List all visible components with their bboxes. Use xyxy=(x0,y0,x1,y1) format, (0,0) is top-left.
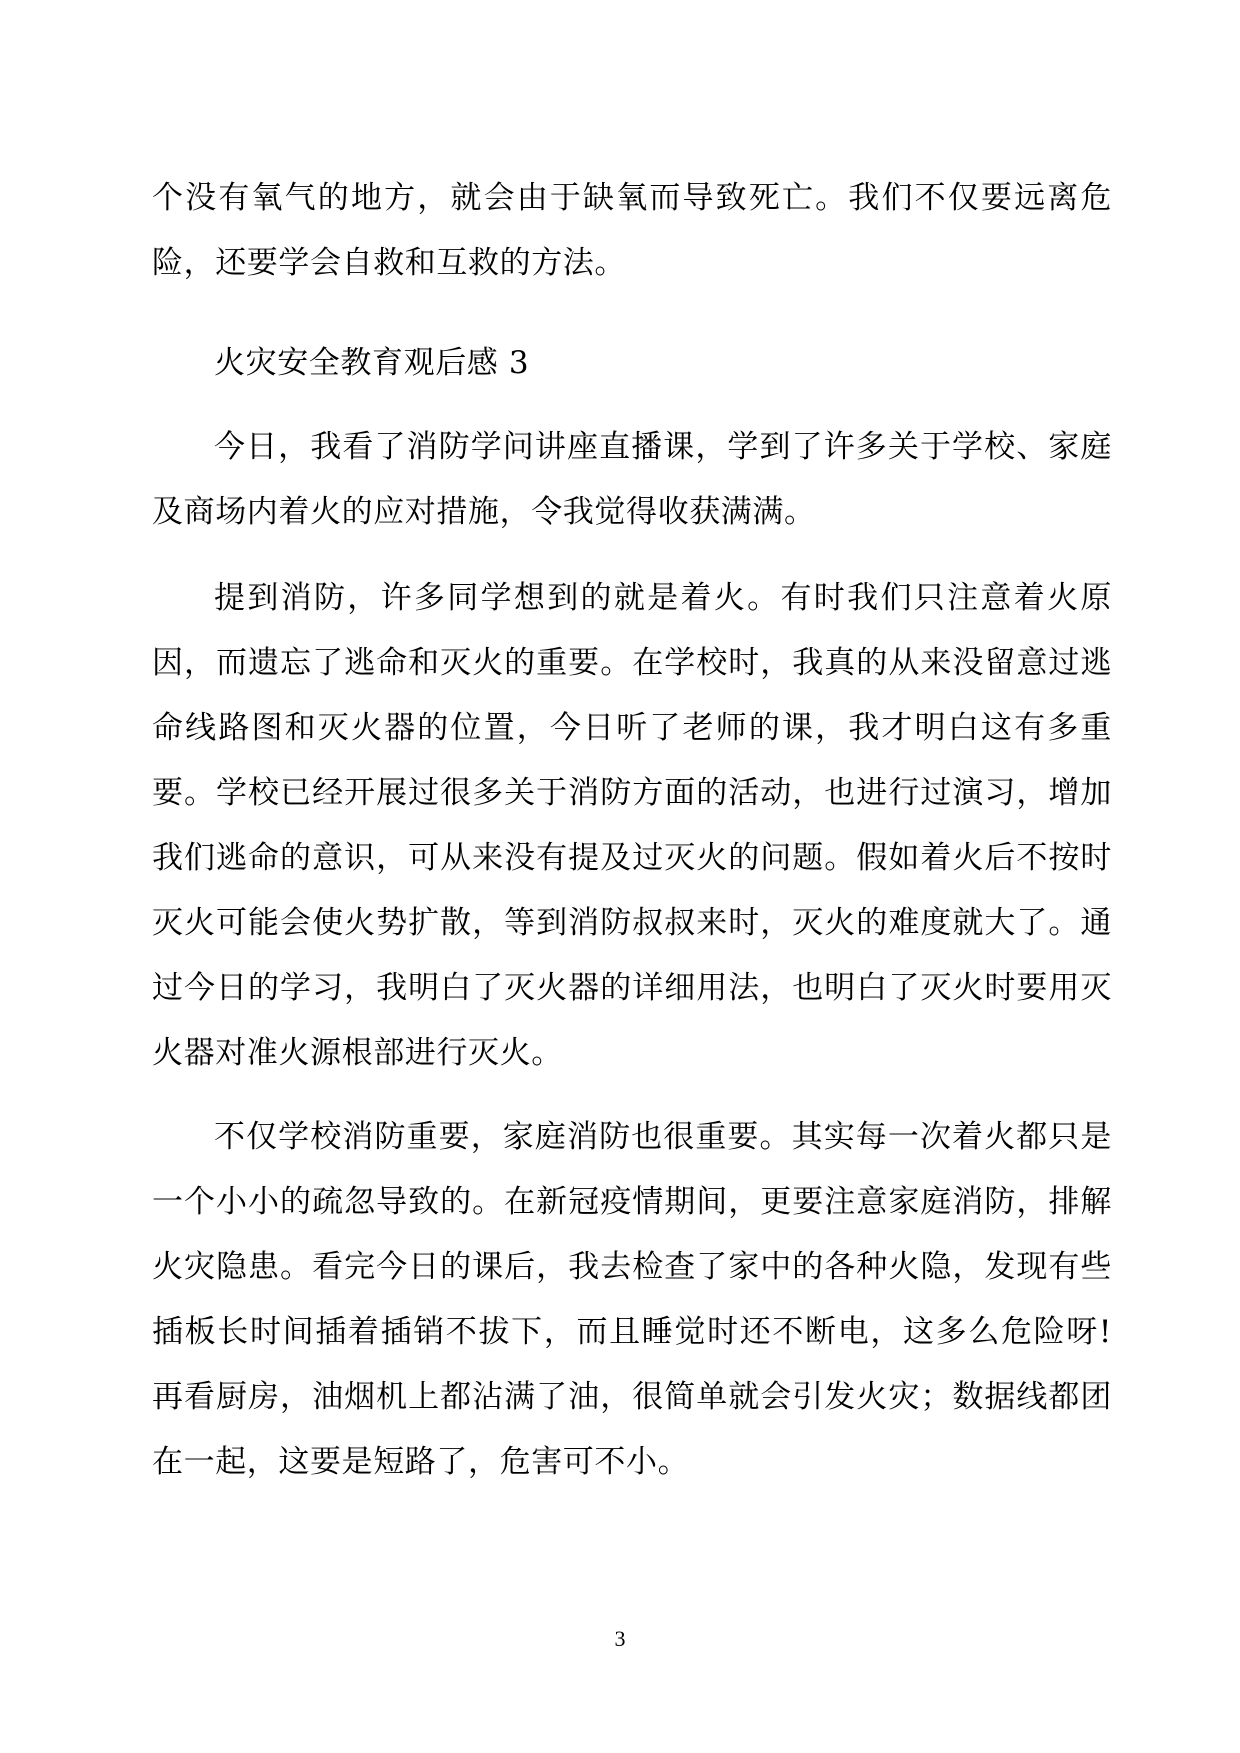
paragraph-2: 提到消防，许多同学想到的就是着火。有时我们只注意着火原因，而遗忘了逃命和灭火的重要。在学校时，我真的从来没留意过逃命线路图和灭火器的位置，今日听了老师的课，我才明白这有多重要。学校已经开展过很多关于消防方面的活动，也进行过演习，增加我们逃命的意识，可从来没有提及过灭火的问题。假如着火后不按时灭火可能会使火势扩散，等到消防叔叔来时，灭火的难度就大了。通过今日的学习，我明白了灭火器的详细用法，也明白了灭火时要用灭火器对准火源根部进行灭火。 xyxy=(152,580,1112,1071)
continuation-paragraph: 个没有氧气的地方，就会由于缺氧而导致死亡。我们不仅要远离危险，还要学会自救和互救的方法。 xyxy=(152,180,1112,281)
paragraph-3: 不仅学校消防重要，家庭消防也很重要。其实每一次着火都只是一个小小的疏忽导致的。在新冠疫情期间，更要注意家庭消防，排解火灾隐患。看完今日的课后，我去检查了家中的各种火隐，发现有些插板长时间插着插销不拔下，而且睡觉时还不断电，这多么危险呀!再看厨房，油烟机上都沾满了油，很简单就会引发火灾；数据线都团在一起，这要是短路了，危害可不小。 xyxy=(152,1119,1112,1480)
section-heading: 火灾安全教育观后感 3 xyxy=(214,345,530,381)
page-number: 3 xyxy=(614,1626,626,1651)
paragraph-1: 今日，我看了消防学问讲座直播课，学到了许多关于学校、家庭及商场内着火的应对措施，令我觉得收获满满。 xyxy=(152,429,1112,530)
